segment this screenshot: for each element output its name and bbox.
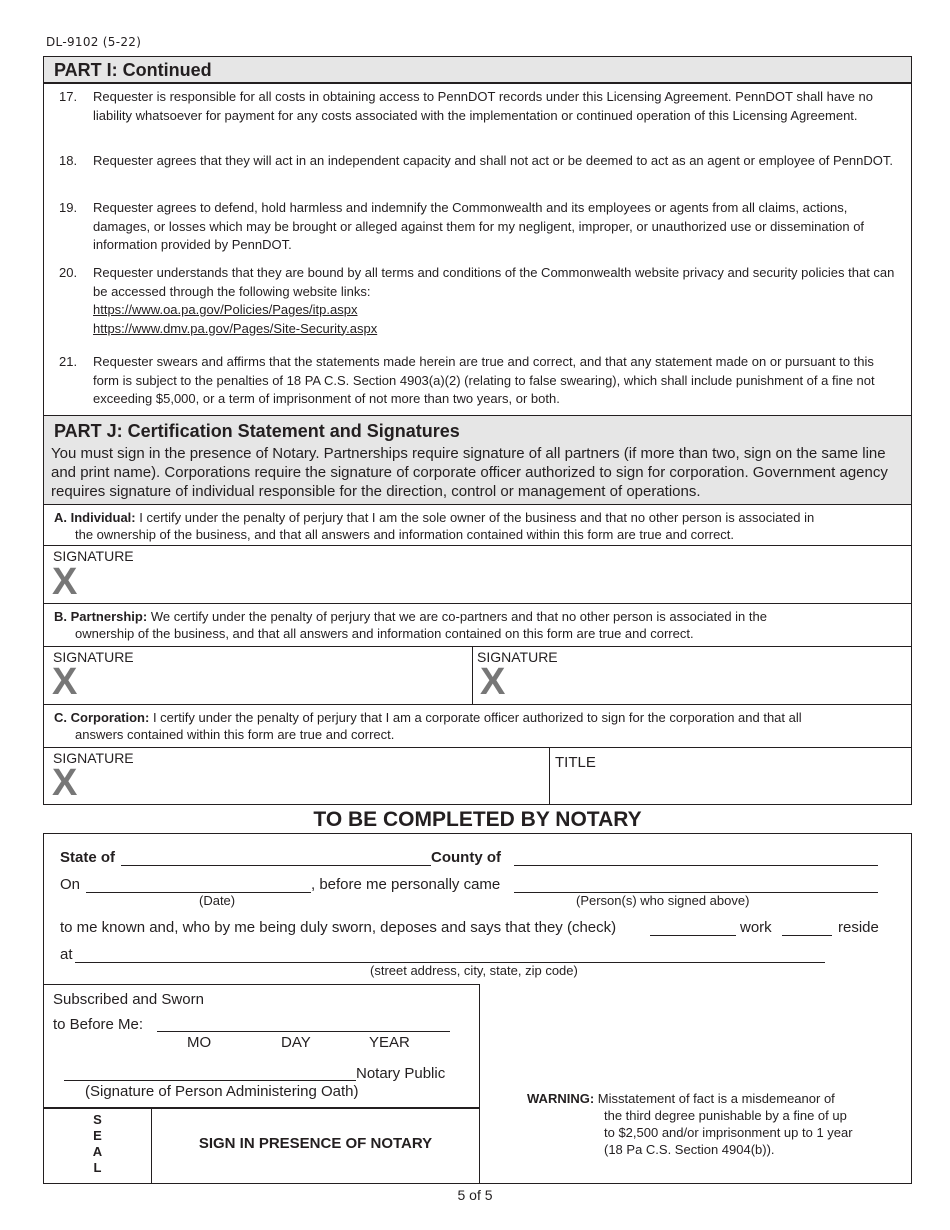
notary-title: TO BE COMPLETED BY NOTARY bbox=[313, 808, 642, 831]
seal-box bbox=[44, 1107, 480, 1184]
cert-corporation-text: I certify under the penalty of perjury that I am a corporate officer authorized to sign for the corporation and that all bbox=[152, 710, 802, 725]
to-before-me-label: to Before Me: bbox=[53, 1016, 144, 1033]
before-me-label: , before me personally came bbox=[311, 876, 501, 893]
county-of-field[interactable] bbox=[514, 865, 878, 866]
item-number: 19. bbox=[59, 200, 78, 215]
signature-field-individual[interactable] bbox=[44, 546, 911, 603]
list-item bbox=[44, 353, 911, 409]
list-item bbox=[44, 88, 911, 125]
warning-label: WARNING: bbox=[527, 1091, 595, 1106]
notary-section bbox=[43, 833, 912, 1184]
cert-corporation bbox=[43, 705, 912, 748]
item-text: Requester agrees to defend, hold harmless and indemnify the Commonwealth and its employees or agents from all claims, actions, damages, or losses which may be brought or alleged against them for my negligent, improper, or unauthorized use or dissemination of information provided by PennDOT. bbox=[93, 200, 865, 252]
seal-label bbox=[44, 1112, 151, 1176]
signature-admin-caption: (Signature of Person Administering Oath) bbox=[85, 1083, 359, 1100]
address-caption: (street address, city, state, zip code) bbox=[370, 963, 578, 978]
item-number: 20. bbox=[59, 265, 78, 280]
part-i-title: PART I: Continued bbox=[44, 57, 911, 84]
seal-letter: A bbox=[92, 1144, 103, 1159]
seal-letter: E bbox=[93, 1128, 102, 1143]
item-number: 17. bbox=[59, 89, 78, 104]
warning-notice bbox=[527, 1090, 872, 1158]
title-field[interactable] bbox=[551, 748, 911, 804]
item-text: Requester swears and affirms that the statements made herein are true and correct, and that any statement made on or pursuant to this form is subject to the penalties of 18 PA C.S. Section 4903(a)(2) (relating to false swearing), which shall include punishment of a fine not exceeding $5,000, or a term of imprisonment of not more than two years, or both. bbox=[93, 354, 875, 406]
cert-partnership bbox=[43, 604, 912, 647]
form-id: DL-9102 (5-22) bbox=[46, 35, 142, 49]
item-number: 18. bbox=[59, 153, 78, 168]
cert-partnership-text: We certify under the penalty of perjury that we are co-partners and that no other person is associated in the bbox=[150, 609, 767, 624]
day-caption: DAY bbox=[281, 1034, 311, 1051]
year-caption: YEAR bbox=[369, 1034, 410, 1051]
signature-label: SIGNATURE bbox=[53, 548, 134, 564]
warning-line: to $2,500 and/or imprisonment up to 1 year bbox=[604, 1125, 853, 1140]
signature-x-mark: X bbox=[52, 561, 78, 603]
signature-field-partner-1[interactable] bbox=[44, 647, 473, 704]
signature-row-individual bbox=[43, 546, 912, 604]
seal-letter: S bbox=[93, 1112, 102, 1127]
signature-field-corporate[interactable] bbox=[44, 748, 550, 804]
signature-x-mark: X bbox=[52, 762, 78, 804]
part-j-instructions: You must sign in the presence of Notary. Partnerships require signature of all partners (if more than two, sign on the same line and print name). Corporations require the signature of corporate officer authorized to sign for corporation. Government agency requires signature of individual responsible for the direction, control or management of operations. bbox=[51, 445, 888, 500]
cert-individual-label: A. Individual: bbox=[54, 510, 136, 525]
signature-field-partner-2[interactable] bbox=[474, 647, 911, 704]
title-label: TITLE bbox=[555, 754, 596, 771]
item-text bbox=[93, 264, 903, 338]
list-item bbox=[44, 199, 911, 255]
item-text: Requester agrees that they will act in an independent capacity and shall not act or be deemed to act as an agent or employee of PennDOT. bbox=[93, 153, 893, 168]
reside-checkbox-line[interactable] bbox=[782, 935, 832, 936]
state-of-field[interactable] bbox=[121, 865, 431, 866]
notary-signature-field[interactable] bbox=[64, 1080, 356, 1081]
cert-corporation-label: C. Corporation: bbox=[54, 710, 150, 725]
at-label: at bbox=[60, 946, 73, 963]
cert-partnership-label: B. Partnership: bbox=[54, 609, 148, 624]
cert-partnership-text-cont: ownership of the business, and that all answers and information contained on this form are true and correct. bbox=[75, 626, 694, 641]
cert-individual-text-cont: the ownership of the business, and that all answers and information contained within this form are true and correct. bbox=[75, 527, 735, 542]
item-text: Requester is responsible for all costs in obtaining access to PennDOT records under this Licensing Agreement. PennDOT shall have no liability whatsoever for payment for any costs associated with the implementation or continued operation of this Licensing Agreement. bbox=[93, 89, 873, 123]
signature-label: SIGNATURE bbox=[53, 649, 134, 665]
state-of-label: State of bbox=[60, 849, 116, 866]
work-label: work bbox=[740, 919, 772, 936]
policy-link-site-security[interactable]: https://www.dmv.pa.gov/Pages/Site-Security.aspx bbox=[93, 320, 378, 336]
page-number: 5 of 5 bbox=[457, 1187, 493, 1203]
signature-row-corporation bbox=[43, 748, 912, 805]
seal-letter: L bbox=[93, 1160, 102, 1175]
on-label: On bbox=[60, 876, 81, 893]
part-i-section bbox=[43, 56, 912, 415]
persons-caption: (Person(s) who signed above) bbox=[576, 893, 750, 908]
subscribed-label: Subscribed and Sworn bbox=[53, 991, 204, 1008]
sworn-date-field[interactable] bbox=[157, 1031, 450, 1032]
county-of-label: County of bbox=[431, 849, 501, 866]
signature-label: SIGNATURE bbox=[477, 649, 558, 665]
warning-line: the third degree punishable by a fine of up bbox=[604, 1108, 847, 1123]
cert-individual bbox=[43, 505, 912, 546]
date-caption: (Date) bbox=[199, 893, 236, 908]
sign-in-presence-label: SIGN IN PRESENCE OF NOTARY bbox=[198, 1135, 433, 1152]
subscribed-box bbox=[44, 984, 480, 1107]
month-caption: MO bbox=[187, 1034, 212, 1051]
list-item bbox=[44, 264, 911, 338]
item-number: 21. bbox=[59, 354, 78, 369]
signature-x-mark: X bbox=[52, 661, 78, 703]
part-j-title: PART J: Certification Statement and Signatures bbox=[54, 421, 460, 441]
warning-line: (18 Pa C.S. Section 4904(b)). bbox=[604, 1142, 775, 1157]
policy-link-itp[interactable]: https://www.oa.pa.gov/Policies/Pages/itp.aspx bbox=[93, 302, 358, 317]
signature-x-mark: X bbox=[480, 661, 506, 703]
cert-corporation-text-cont: answers contained within this form are true and correct. bbox=[75, 727, 395, 742]
signature-label: SIGNATURE bbox=[53, 750, 134, 766]
list-item bbox=[44, 152, 911, 171]
notary-public-label: Notary Public bbox=[356, 1065, 446, 1082]
reside-label: reside bbox=[838, 919, 879, 936]
cert-individual-text: I certify under the penalty of perjury that I am the sole owner of the business and that no other person is associated in bbox=[139, 510, 815, 525]
known-text: to me known and, who by me being duly sworn, deposes and says that they (check) bbox=[60, 919, 617, 936]
signature-row-partnership bbox=[43, 647, 912, 705]
part-j-section bbox=[43, 415, 912, 505]
work-checkbox-line[interactable] bbox=[650, 935, 736, 936]
warning-line: Misstatement of fact is a misdemeanor of bbox=[597, 1091, 835, 1106]
item-text-body: Requester understands that they are bound by all terms and conditions of the Commonwealth website privacy and security policies that can be accessed through the following website links: bbox=[93, 265, 895, 299]
